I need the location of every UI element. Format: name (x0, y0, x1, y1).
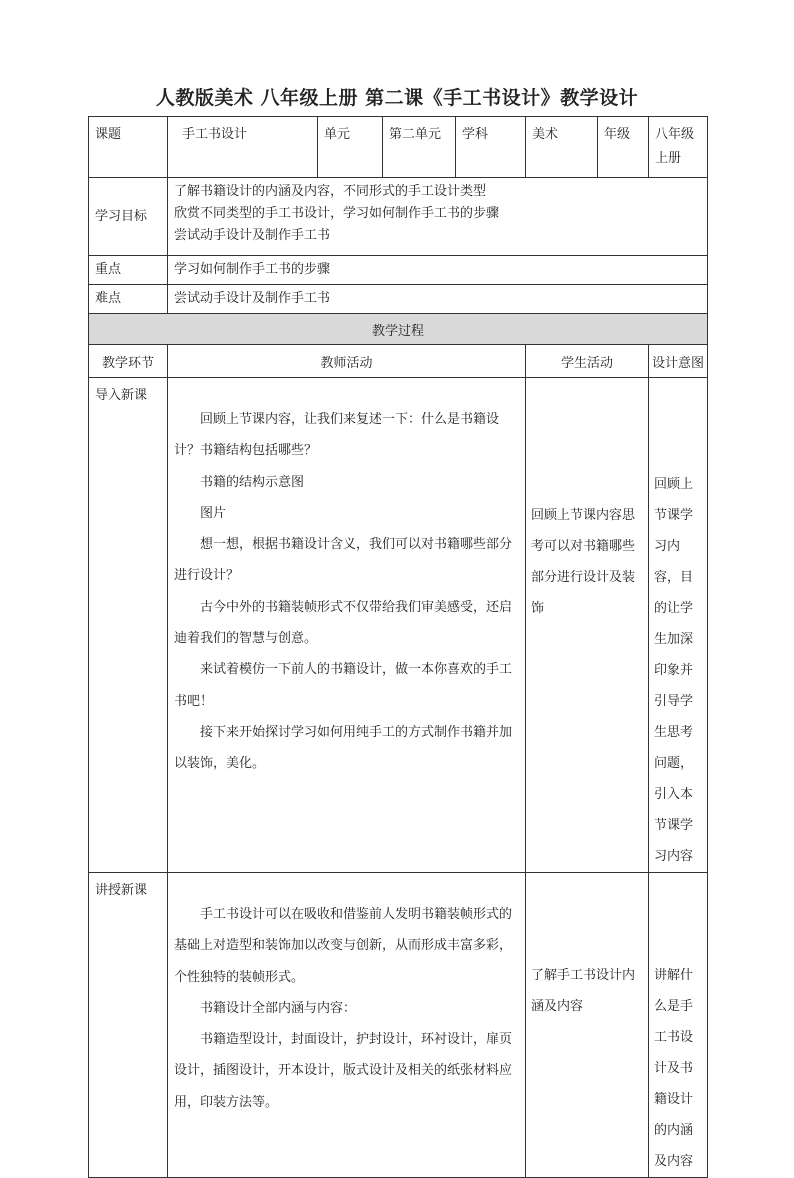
objectives-row (89, 178, 708, 256)
objectives-content (168, 178, 708, 256)
design-intent-cell: 讲解什么是手工书设计及书籍设计的内涵及内容 (649, 873, 708, 1178)
key-point-row (89, 256, 708, 285)
column-header-row (89, 345, 708, 378)
subject-label: 学科 (456, 117, 526, 178)
teacher-paragraph: 回顾上节课内容，让我们来复述一下：什么是书籍设计？书籍结构包括哪些？ (174, 412, 500, 459)
teacher-paragraph: 手工书设计可以在吸收和借鉴前人发明书籍装帧形式的基础上对造型和装饰加以改变与创新，从而形成丰富多彩，个性独特的装帧形式。 (174, 907, 513, 985)
section-row (89, 873, 708, 1178)
teacher-activity-cell (168, 378, 526, 873)
topic-label: 课题 (89, 117, 168, 178)
grade-value: 八年级上册 (649, 117, 708, 178)
info-row (89, 117, 708, 178)
key-point-value: 学习如何制作手工书的步骤 (168, 256, 708, 285)
process-header-row (89, 314, 708, 345)
teacher-paragraph: 古今中外的书籍装帧形式不仅带给我们审美感受，还启迪着我们的智慧与创意。 (174, 599, 513, 647)
column-header-teacher: 教师活动 (168, 345, 526, 378)
teacher-paragraph: 书籍造型设计，封面设计，护封设计，环衬设计，扉页设计，插图设计，开本设计，版式设计及相关的纸张材料应用，印装方法等。 (174, 1032, 513, 1110)
difficulty-row (89, 285, 708, 314)
stage-cell: 讲授新课 (89, 873, 168, 1178)
design-intent-cell: 回顾上节课学习内容，目的让学生加深印象并引导学生思考问题，引入本节课学习内容 (649, 378, 708, 873)
teacher-activity-cell (168, 873, 526, 1178)
stage-cell: 导入新课 (89, 378, 168, 873)
student-activity-cell: 了解手工书设计内涵及内容 (526, 873, 649, 1178)
objective-line: 了解书籍设计的内涵及内容，不同形式的手工设计类型 (174, 184, 487, 199)
unit-value: 第二单元 (383, 117, 456, 178)
document-title: 人教版美术 八年级上册 第二课《手工书设计》教学设计 (155, 87, 639, 109)
grade-label: 年级 (598, 117, 649, 178)
process-header: 教学过程 (89, 314, 708, 345)
section-row (89, 378, 708, 873)
column-header-student: 学生活动 (526, 345, 649, 378)
teacher-paragraph: 书籍的结构示意图 (200, 474, 305, 490)
objective-line: 尝试动手设计及制作手工书 (174, 228, 331, 243)
teacher-paragraph: 想一想，根据书籍设计含义，我们可以对书籍哪些部分进行设计？ (174, 537, 513, 584)
key-point-label: 重点 (89, 256, 168, 285)
objectives-label: 学习目标 (89, 178, 168, 256)
unit-label: 单元 (318, 117, 383, 178)
column-header-stage: 教学环节 (89, 345, 168, 378)
difficulty-value: 尝试动手设计及制作手工书 (168, 285, 708, 314)
objective-line: 欣赏不同类型的手工书设计，学习如何制作手工书的步骤 (174, 206, 500, 221)
teacher-paragraph: 接下来开始探讨学习如何用纯手工的方式制作书籍并加以装饰，美化。 (174, 724, 513, 772)
difficulty-label: 难点 (89, 285, 168, 314)
teacher-paragraph: 图片 (200, 505, 227, 521)
student-activity-cell: 回顾上节课内容思考可以对书籍哪些部分进行设计及装饰 (526, 378, 649, 873)
column-header-intent: 设计意图 (649, 345, 708, 378)
topic-value: 手工书设计 (168, 117, 318, 178)
teacher-paragraph: 来试着模仿一下前人的书籍设计，做一本你喜欢的手工书吧！ (174, 662, 513, 709)
teacher-paragraph: 书籍设计全部内涵与内容： (200, 1000, 357, 1016)
subject-value: 美术 (526, 117, 598, 178)
lesson-plan-table (88, 116, 708, 1178)
